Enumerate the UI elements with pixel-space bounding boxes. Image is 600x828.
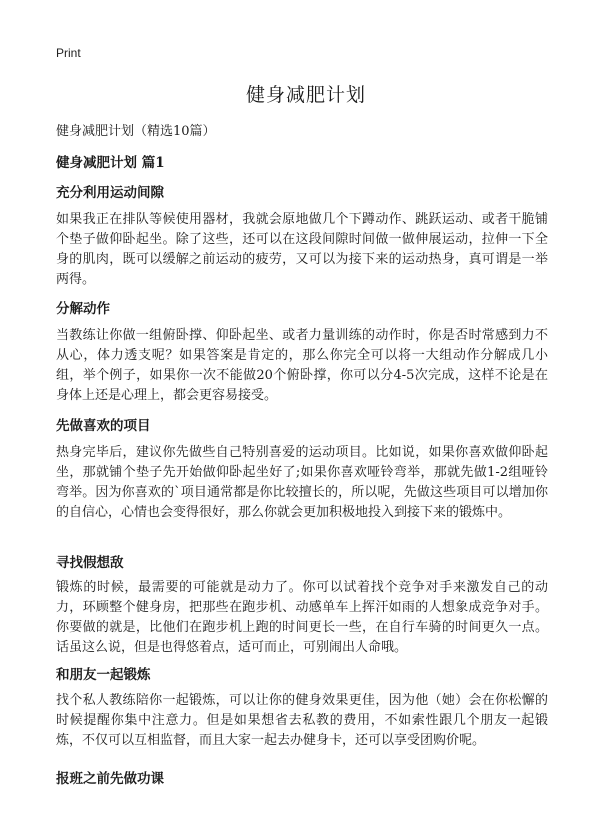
section-heading: 和朋友一起锻炼: [56, 667, 151, 683]
section-heading: 充分利用运动间隙: [56, 185, 164, 201]
section-heading: 分解动作: [56, 301, 110, 317]
document-title: 健身减肥计划: [245, 84, 366, 106]
section-paragraph: 当教练让你做一组俯卧撑、仰卧起坐、或者力量训练的动作时，你是否时常感到力不从心，体力透支呢？如果答案是肯定的，那么你完全可以将一大组动作分解成几小组，举个例子，如果你一次不能做20个俯卧撑，你可以分4-5次完成，这样不论是在身体上还是心理上，都会更容易接受。: [56, 328, 548, 403]
section-paragraph: 锻炼的时候，最需要的可能就是动力了。你可以试着找个竞争对手来激发自己的动力，环顾整个健身房，把那些在跑步机、动感单车上挥汗如雨的人想象成竞争对手。你要做的就是，比他们在跑步机上跑的时间更长一些，在自行车骑的时间更久一点。话虽这么说，但是也得悠着点，适可而止，可别闹出人命哦。: [56, 580, 548, 655]
section-paragraph: 如果我正在排队等候使用器材，我就会原地做几个下蹲动作、跳跃运动、或者干脆铺个垫子做仰卧起坐。除了这些，还可以在这段间隙时间做一做伸展运动，拉伸一下全身的肌肉，既可以缓解之前运动的疲劳，又可以为接下来的运动热身，真可谓是一举两得。: [56, 212, 548, 287]
document-subtitle: 健身减肥计划（精选10篇）: [56, 124, 216, 139]
chapter-title: 健身减肥计划 篇1: [56, 155, 165, 171]
section-heading: 报班之前先做功课: [56, 771, 164, 787]
section-heading: 寻找假想敌: [56, 555, 124, 571]
section-paragraph: 热身完毕后，建议你先做些自己特别喜爱的运动项目。比如说，如果你喜欢做仰卧起坐，那就铺个垫子先开始做仰卧起坐好了;如果你喜欢哑铃弯举，那就先做1-2组哑铃弯举。因为你喜欢的`项目通常都是你比较擅长的，所以呢，先做这些项目可以增加你的自信心，心情也会变得很好，那么你就会更加积极地投入到接下来的锻炼中。: [56, 445, 548, 520]
section-paragraph: 找个私人教练陪你一起锻炼，可以让你的健身效果更佳，因为他（她）会在你松懈的时候提醒你集中注意力。但是如果想省去私教的费用，不如索性跟几个朋友一起锻炼，不仅可以互相监督，而且大家一起去办健身卡，还可以享受团购价呢。: [56, 693, 548, 748]
section-heading: 先做喜欢的项目: [56, 418, 151, 434]
print-link[interactable]: Print: [56, 46, 81, 60]
